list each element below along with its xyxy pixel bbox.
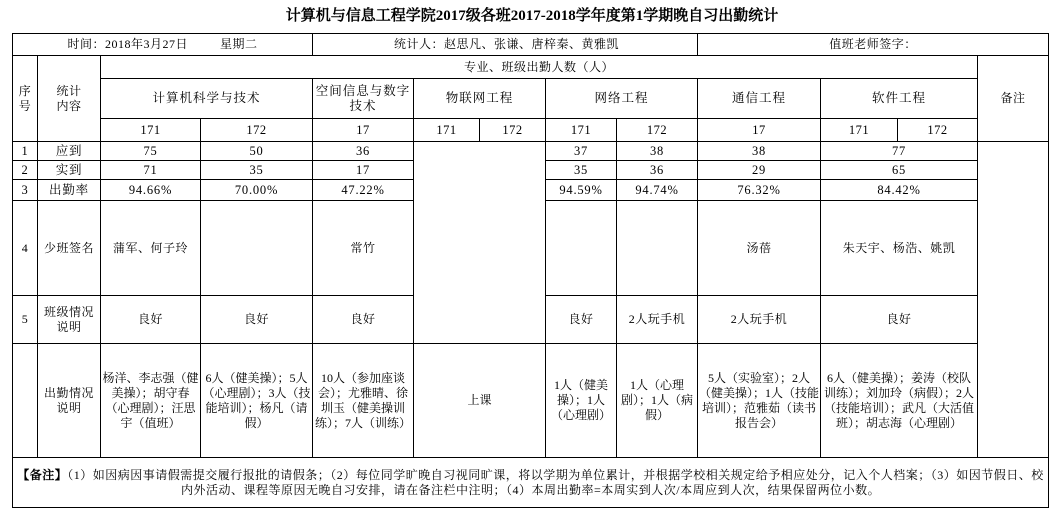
blank-cell bbox=[546, 201, 617, 296]
table-cell: 94.59% bbox=[546, 180, 617, 201]
class-software-171: 171 bbox=[821, 119, 898, 142]
header-seq: 序号 bbox=[13, 56, 38, 142]
table-cell: 77 bbox=[821, 142, 978, 161]
table-cell: 36 bbox=[617, 161, 698, 180]
attendance-table bbox=[12, 33, 1049, 508]
header-group: 专业、班级出勤人数（人） bbox=[101, 56, 978, 79]
row-label-text: 出勤情况说明 bbox=[43, 385, 94, 415]
table-cell: 71 bbox=[101, 161, 201, 180]
table-cell: 6人（健美操）；5人（心理剧）；3人（技能培训）；杨凡（请假） bbox=[201, 344, 313, 458]
row-seq: 3 bbox=[13, 180, 38, 201]
blank-cell bbox=[201, 201, 313, 296]
table-cell: 94.74% bbox=[617, 180, 698, 201]
row-label bbox=[38, 344, 101, 458]
table-cell: 汤蓓 bbox=[698, 201, 821, 296]
row-seq: 4 bbox=[13, 201, 38, 296]
table-cell: 5人（实验室）；2人（健美操）；1人（技能培训）；范雅茹（读书报告会） bbox=[698, 344, 821, 458]
major-iot: 物联网工程 bbox=[414, 79, 546, 119]
table-row bbox=[13, 142, 1049, 161]
table-cell: 良好 bbox=[101, 296, 201, 344]
table-cell: 94.66% bbox=[101, 180, 201, 201]
row-seq: 2 bbox=[13, 161, 38, 180]
table-cell: 50 bbox=[201, 142, 313, 161]
table-cell: 35 bbox=[201, 161, 313, 180]
table-row bbox=[13, 344, 1049, 458]
table-cell: 常竹 bbox=[313, 201, 414, 296]
row-seq: 5 bbox=[13, 296, 38, 344]
blank-cell bbox=[13, 344, 38, 458]
table-cell: 朱天宇、杨浩、姚凯 bbox=[821, 201, 978, 296]
table-cell: 29 bbox=[698, 161, 821, 180]
class-network-171: 171 bbox=[546, 119, 617, 142]
row-label bbox=[38, 296, 101, 344]
classes-row bbox=[13, 119, 1049, 142]
table-cell: 良好 bbox=[313, 296, 414, 344]
majors-row bbox=[13, 79, 1049, 119]
table-cell: 36 bbox=[313, 142, 414, 161]
row-label: 少班签名 bbox=[38, 201, 101, 296]
header-content bbox=[38, 56, 101, 142]
major-communication: 通信工程 bbox=[698, 79, 821, 119]
table-cell: 75 bbox=[101, 142, 201, 161]
table-cell: 38 bbox=[617, 142, 698, 161]
table-cell: 良好 bbox=[821, 296, 978, 344]
row-label-text: 班级情况说明 bbox=[43, 304, 94, 334]
table-cell: 蒲军、何子玲 bbox=[101, 201, 201, 296]
blank-cell bbox=[617, 201, 698, 296]
table-cell: 17 bbox=[313, 161, 414, 180]
table-cell: 上课 bbox=[414, 344, 546, 458]
major-computer-science: 计算机科学与技术 bbox=[101, 79, 313, 119]
footer-text: （1）如因病因事请假需提交履行报批的请假条；（2）每位同学旷晚自习视同旷课，将以学期为单位累计，并根据学校相关规定给予相应处分，记入个人档案；（3）如因节假日、校内外活动、课程等原因无晚自习安排，请在备注栏中注明；（4）本周出勤率=本周实到人次/本周应到人次，结果保留两位小数。 bbox=[67, 467, 1044, 497]
header-content-text: 统计内容 bbox=[56, 83, 82, 113]
table-cell: 65 bbox=[821, 161, 978, 180]
table-cell: 良好 bbox=[201, 296, 313, 344]
class-iot-172: 172 bbox=[480, 119, 546, 142]
table-cell: 38 bbox=[698, 142, 821, 161]
footer-notes bbox=[13, 458, 1049, 508]
table-cell: 70.00% bbox=[201, 180, 313, 201]
class-iot-171: 171 bbox=[414, 119, 480, 142]
footer-label: 【备注】 bbox=[17, 467, 68, 482]
major-spatial-info: 空间信息与数字技术 bbox=[313, 79, 414, 119]
table-cell: 杨洋、李志强（健美操）；胡守春（心理剧）；汪思宇（值班） bbox=[101, 344, 201, 458]
info-row bbox=[13, 34, 1049, 56]
table-cell: 2人玩手机 bbox=[698, 296, 821, 344]
info-time-cell bbox=[13, 34, 313, 56]
table-cell: 35 bbox=[546, 161, 617, 180]
row-label: 应到 bbox=[38, 142, 101, 161]
major-network: 网络工程 bbox=[546, 79, 698, 119]
table-cell: 76.32% bbox=[698, 180, 821, 201]
info-counters-cell: 统计人：赵思凡、张谦、唐梓秦、黄雅凯 bbox=[313, 34, 698, 56]
header-row bbox=[13, 56, 1049, 79]
blank-cell bbox=[414, 142, 546, 344]
class-software-172: 172 bbox=[898, 119, 978, 142]
class-cs-171: 171 bbox=[101, 119, 201, 142]
info-teacher-sign-cell: 值班老师签字： bbox=[698, 34, 1049, 56]
class-spatial-17: 17 bbox=[313, 119, 414, 142]
table-cell: 47.22% bbox=[313, 180, 414, 201]
class-cs-172: 172 bbox=[201, 119, 313, 142]
table-cell: 6人（健美操）；姜涛（校队训练）；刘加玲（病假）；2人（技能培训）；武凡（大活值班）；胡志海（心理剧） bbox=[821, 344, 978, 458]
major-software: 软件工程 bbox=[821, 79, 978, 119]
table-cell: 37 bbox=[546, 142, 617, 161]
remark-cell bbox=[978, 142, 1049, 458]
class-communication-17: 17 bbox=[698, 119, 821, 142]
table-cell: 84.42% bbox=[821, 180, 978, 201]
footer-row bbox=[13, 458, 1049, 508]
header-remark: 备注 bbox=[978, 56, 1049, 142]
row-label: 出勤率 bbox=[38, 180, 101, 201]
row-seq: 1 bbox=[13, 142, 38, 161]
table-cell: 良好 bbox=[546, 296, 617, 344]
page-title: 计算机与信息工程学院2017级各班2017-2018学年度第1学期晚自习出勤统计 bbox=[285, 8, 779, 24]
row-label: 实到 bbox=[38, 161, 101, 180]
date-text: 时间：2018年3月27日 bbox=[67, 37, 189, 51]
table-cell: 2人玩手机 bbox=[617, 296, 698, 344]
table-cell: 10人（参加座谈会）；尤雅晴、徐圳玉（健美操训练）；7人（训练） bbox=[313, 344, 414, 458]
weekday-text: 星期二 bbox=[220, 37, 258, 51]
table-cell: 1人（心理剧）；1人（病假） bbox=[617, 344, 698, 458]
table-cell: 1人（健美操）；1人（心理剧） bbox=[546, 344, 617, 458]
class-network-172: 172 bbox=[617, 119, 698, 142]
